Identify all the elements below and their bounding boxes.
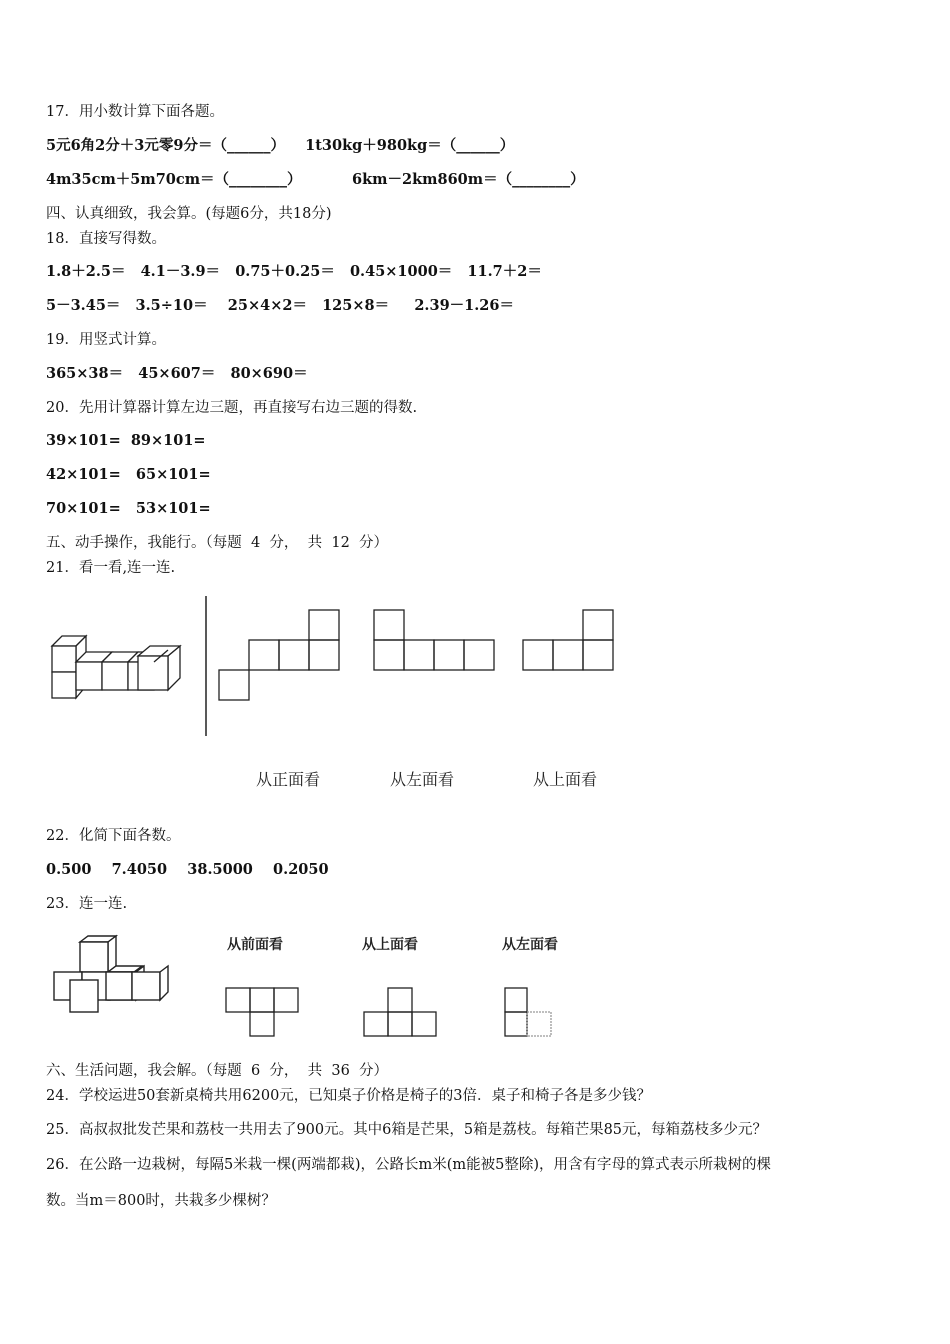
q23-label-left: 从左面看 xyxy=(502,937,558,953)
q17-row1: 5元6角2分＋3元零9分＝（______） 1t30kg＋980kg＝（______） xyxy=(46,137,515,154)
q19-row1: 365×38＝ 45×607＝ 80×690＝ xyxy=(46,365,308,382)
section5-title: 五、动手操作，我能行。（每题 4 分， 共 12 分） xyxy=(46,535,389,551)
q22-title: 22．化简下面各数。 xyxy=(46,828,181,844)
q17-row2: 4m35cm＋5m70cm＝（________） 6km－2km860m＝（________） xyxy=(46,171,585,188)
q18-row1: 1.8＋2.5＝ 4.1－3.9＝ 0.75＋0.25＝ 0.45×1000＝ 11.7＋2＝ xyxy=(46,263,542,280)
q21-label-front: 从正面看 xyxy=(256,770,321,789)
q23-title: 23．连一连. xyxy=(46,896,128,912)
q19-title: 19．用竖式计算。 xyxy=(46,332,166,348)
q22-row1: 0.500 7.4050 38.5000 0.2050 xyxy=(46,861,329,878)
q20-title: 20．先用计算器计算左边三题，再直接写右边三题的得数. xyxy=(46,400,418,416)
q26-line1: 26．在公路一边栽树，每隔5米栽一棵(两端都栽)，公路长m米(m能被5整除)，用含有字母的算式表示所栽树的棵 xyxy=(46,1157,772,1173)
q20-row2: 42×101= 65×101= xyxy=(46,466,211,483)
q21-label-left: 从左面看 xyxy=(390,770,455,789)
q25-text: 25．高叔叔批发芒果和荔枝一共用去了900元。其中6箱是芒果，5箱是荔枝。每箱芒果85元，每箱荔枝多少元？ xyxy=(46,1122,768,1138)
q18-title: 18．直接写得数。 xyxy=(46,231,166,247)
q20-row1: 39×101= 89×101= xyxy=(46,432,206,449)
q21-title: 21．看一看,连一连. xyxy=(46,560,176,576)
q23-label-front: 从前面看 xyxy=(227,937,283,953)
q24-text: 24．学校运进50套新桌椅共用6200元，已知桌子价格是椅子的3倍．桌子和椅子各是多少钱？ xyxy=(46,1088,652,1104)
section4-title: 四、认真细致，我会算。(每题6分，共18分) xyxy=(46,206,332,222)
q17-title: 17．用小数计算下面各题。 xyxy=(46,104,224,120)
q23-label-top: 从上面看 xyxy=(362,937,418,953)
q21-figure xyxy=(40,590,660,750)
q26-line2: 数。当m＝800时，共栽多少棵树？ xyxy=(46,1193,276,1209)
q21-label-top: 从上面看 xyxy=(533,770,598,789)
section6-title: 六、生活问题，我会解。（每题 6 分， 共 36 分） xyxy=(46,1063,389,1079)
q18-row2: 5－3.45＝ 3.5÷10＝ 25×4×2＝ 125×8＝ 2.39－1.26＝ xyxy=(46,297,514,314)
q20-row3: 70×101= 53×101= xyxy=(46,500,211,517)
